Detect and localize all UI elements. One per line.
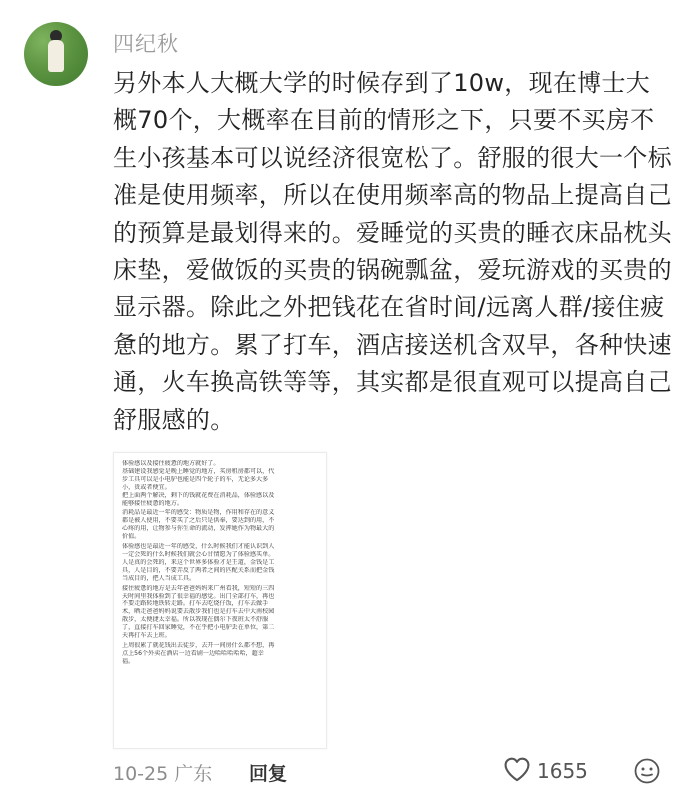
- note-line: 体验感以及接住疲惫的地方就好了。: [122, 460, 220, 467]
- note-line: 基础建设我感觉是晚上睡觉的地方，买房租房都可以，代: [122, 467, 275, 475]
- user-avatar[interactable]: [24, 22, 88, 86]
- note-line: 一定会死的什么时候我们就会心甘情愿为了体验感买单。: [122, 550, 275, 558]
- emoji-reaction-button[interactable]: [633, 757, 661, 785]
- comment-date-location: 10-25 广东: [113, 763, 213, 785]
- note-line: 把上面两个解决，剩下的钱就花费在消耗品，体验感以及: [122, 491, 275, 499]
- note-line: 散步，太便捷太幸福。所以我现在偶尔下夜班太不舒服: [122, 616, 269, 624]
- avatar-figure-body: [48, 40, 64, 72]
- note-line: 上周很累了就花钱出去徒步，去开一间房什么都不想，再: [122, 641, 275, 649]
- note-line: 具，人是目的，不要弄反了两者之间的匹配关系而把金钱: [122, 566, 275, 574]
- note-line: 了，直接打车回家睡觉，不在乎把小电驴丢在单位，第二: [122, 624, 275, 632]
- note-line: 心疼的用，让物参与你生命的流动，发挥她作为物最大的: [122, 525, 275, 533]
- comment-username[interactable]: 四纪秋: [113, 32, 179, 56]
- note-line: 当成目的，把人当成工具。: [122, 574, 196, 582]
- like-button[interactable]: [503, 757, 588, 785]
- note-line: 福。: [122, 657, 135, 665]
- emoji-face-icon: [633, 770, 661, 789]
- note-line: 能够接住疲惫的地方。: [122, 499, 183, 507]
- note-line: 天再打车去上班。: [122, 632, 171, 640]
- reply-button[interactable]: 回复: [249, 763, 288, 785]
- comment-footer: [113, 757, 673, 787]
- note-line: 天时间里我体验到了很幸福的感觉。出门全部打车，再也: [122, 592, 275, 600]
- like-count: 1655: [537, 759, 588, 783]
- heart-icon: [503, 756, 531, 786]
- comment-attached-image[interactable]: [113, 452, 327, 749]
- note-line: 都是被人使用，不要买了之后只是供奉，要达到的用，不: [122, 517, 275, 525]
- comment-text: 另外本人大概大学的时候存到了10w，现在博士大概70个，大概率在目前的情形之下，只要不买房不生小孩基本可以说经济很宽松了。舒服的很大一个标准是使用频率，所以在使用频率高的物品上提高自己的预算是最划得来的。爱睡觉的买贵的睡衣床品枕头床垫，爱做饭的买贵的锅碗瓢盆，爱玩游戏的买贵的显示器。除此之外把钱花在省时间/远离人群/接住疲惫的地方。累了打车，酒店接送机含双早，各种快速通，火车换高铁等等，其实都是很直观可以提高自己舒服感的。: [113, 69, 672, 434]
- note-line: 步工具可以是小电驴也能是四个轮子的车，无论多大多: [122, 475, 269, 483]
- note-line: 点上56个外卖在酒店一边看剧一边哈哈哈哈哈，超幸: [122, 649, 264, 657]
- note-line: 人是真的会死的，来这个世界多体验才是王道，金钱是工: [122, 558, 275, 566]
- note-line: 小，贵或者便宜。: [122, 483, 171, 491]
- note-line: 不要走路转地铁转走路。打车去吃烧仔饭，打车去做手: [122, 600, 269, 608]
- note-line: 接住疲惫的地方是去年爸爸妈妈来广州看我，短短的三四: [122, 584, 275, 592]
- note-line: 体验感也是最近一年的感受，什么时候我们才能认识到人: [122, 543, 275, 551]
- note-line: 价值。: [122, 533, 141, 541]
- note-line: 术，晒走爸爸妈妈说要去散步我们也是打车去中大南校园: [122, 608, 275, 616]
- note-line: 消耗品是最近一年的感受：物质是物，作用和存在的意义: [122, 509, 275, 517]
